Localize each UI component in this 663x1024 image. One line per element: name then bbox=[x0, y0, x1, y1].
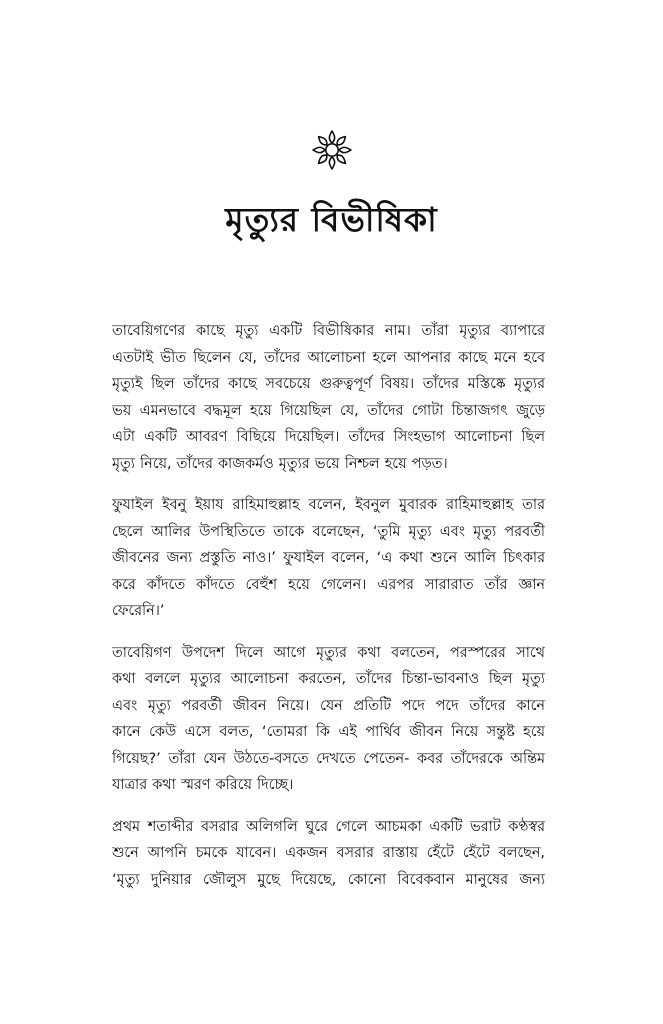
text-line: তাবেয়িগণের কাছে মৃত্যু একটি বিভীষিকার নাম। তাঁরা মৃত্যুর ব্যাপারে bbox=[112, 323, 545, 339]
text-line: ভয় এমনভাবে বদ্ধমূল হয়ে গিয়েছিল যে, তাঁদের গোটা চিন্তাজগৎ জুড়ে bbox=[112, 402, 545, 419]
text-line: যাত্রার কথা স্মরণ করিয়ে দিচ্ছে। bbox=[112, 777, 294, 793]
paragraph bbox=[112, 318, 545, 477]
text-line: ফুযাইল ইবনু ইয়ায রাহিমাহুল্লাহ বলেন, ইবনুল মুবারক রাহিমাহুল্লাহ তার bbox=[112, 497, 545, 513]
paragraph bbox=[112, 814, 545, 894]
page-title: মৃত্যুর বিভীষিকা bbox=[225, 200, 438, 239]
text-line: প্রথম শতাব্দীর বসরার অলিগলি ঘুরে গেলে আচমকা একটি ভরাট কণ্ঠস্বর bbox=[112, 818, 545, 835]
text-line: ফেরেনি।’ bbox=[112, 603, 165, 619]
text-line: এতটাই ভীত ছিলেন যে, তাঁদের আলোচনা হলে আপনার কাছে মনে হবে bbox=[112, 349, 545, 366]
paragraph bbox=[112, 640, 545, 799]
text-line: এটা একটি আবরণ বিছিয়ে দিয়েছিল। তাঁদের সিংহভাগ আলোচনা ছিল bbox=[112, 429, 545, 445]
paragraph bbox=[112, 492, 545, 625]
text-line: করে কাঁদতে কাঁদতে বেহুঁশ হয়ে গেলেন। এরপর সারারাত তাঁর জ্ঞান bbox=[112, 576, 545, 593]
text-line: কথা বললে মৃত্যুর আলোচনা করতেন, তাঁদের চিন্তা-ভাবনাও ছিল মৃত্যু bbox=[112, 671, 545, 687]
text-line: ছেলে আলির উপস্থিতিতে তাকে বলেছেন, ‘তুমি মৃত্যু এবং মৃত্যু পরবর্তী bbox=[112, 523, 545, 540]
eight-petal-flower-icon bbox=[310, 128, 354, 172]
text-line: মৃত্যু নিয়ে, তাঁদের কাজকর্মও মৃত্যুর ভয়ে নিশ্চল হয়ে পড়ত। bbox=[112, 455, 448, 472]
text-line: ‘মৃত্যু দুনিয়ার জৌলুস মুছে দিয়েছে, কোনো বিবেকবান মানুষের জন্য bbox=[112, 871, 545, 888]
text-line: কানে কেউ এসে বলত, ‘তোমরা কি এই পার্থিব জীবন নিয়ে সন্তুষ্ট হয়ে bbox=[112, 724, 545, 740]
text-line: তাবেয়িগণ উপদেশ দিলে আগে মৃত্যুর কথা বলতেন, পরস্পরের সাথে bbox=[112, 644, 545, 661]
text-line: শুনে আপনি চমকে যাবেন। একজন বসরার রাস্তায় হেঁটে হেঁটে বলছেন, bbox=[112, 845, 545, 861]
text-line: এবং মৃত্যু পরবর্তী জীবন নিয়ে। যেন প্রতিটি পদে পদে তাঁদের কানে bbox=[112, 697, 545, 714]
text-line: গিয়েছ?’ তাঁরা যেন উঠতে-বসতে দেখতে পেতেন- কবর তাঁদেরকে অন্তিম bbox=[112, 750, 545, 767]
body-text bbox=[112, 318, 545, 908]
text-line: মৃত্যুই ছিল তাঁদের কাছে সবচেয়ে গুরুত্বপূর্ণ বিষয়। তাঁদের মস্তিষ্কে মৃত্যুর bbox=[112, 376, 545, 392]
text-line: জীবনের জন্য প্রস্তুতি নাও।’ ফুযাইল বলেন, ‘এ কথা শুনে আলি চিৎকার bbox=[112, 550, 545, 566]
